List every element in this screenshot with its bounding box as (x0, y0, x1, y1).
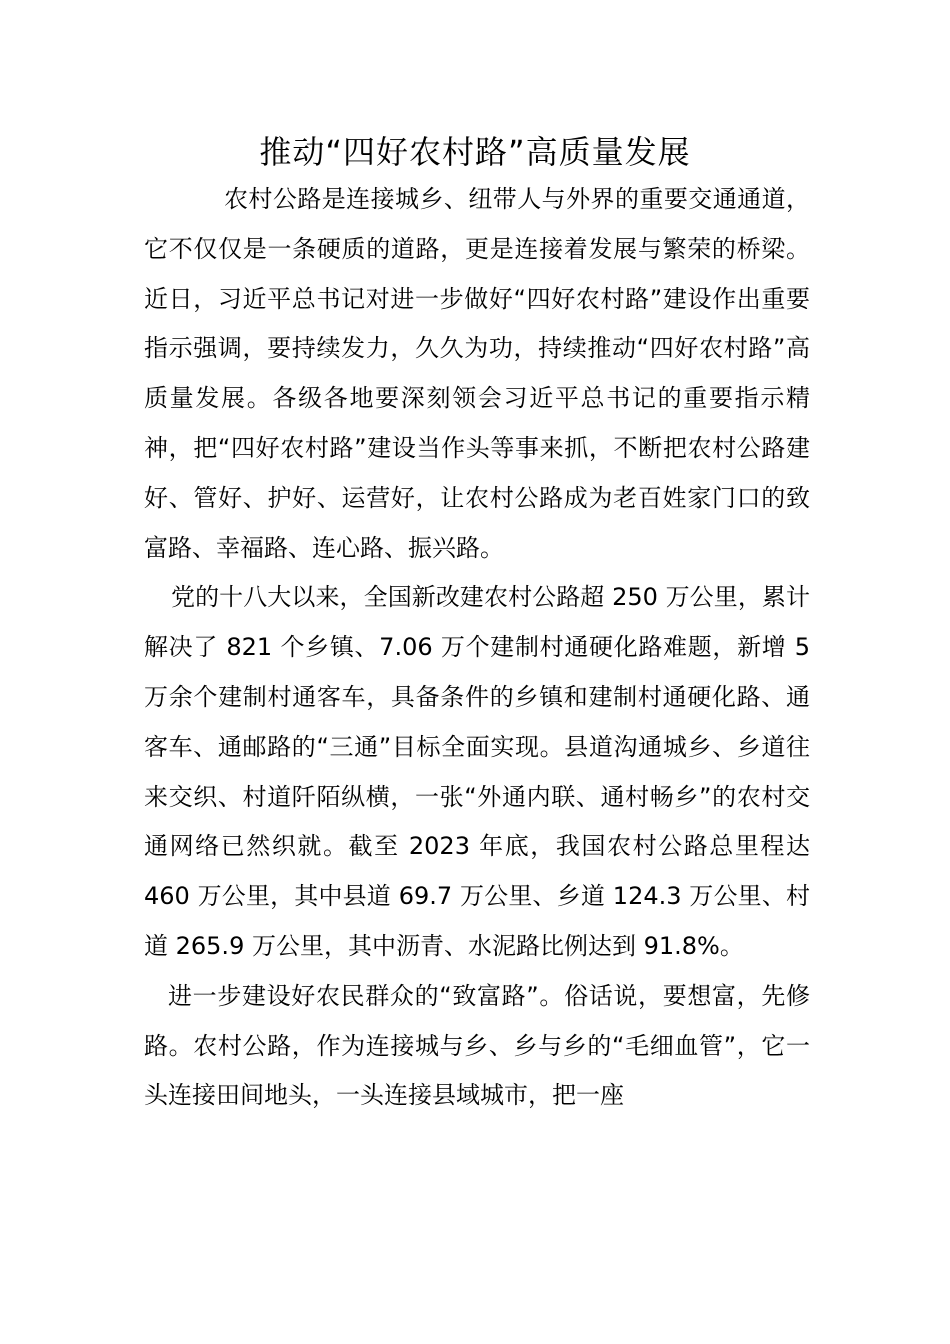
paragraph-statistics: 党的十八大以来，全国新改建农村公路超 250 万公里，累计解决了 821 个乡镇、7.06 万个建制村通硬化路难题，新增 5 万余个建制村通客车，具备条件的乡镇和建制村通硬化路、通客车、通邮路的“三通”目标全面实现。县道沟通城乡、乡道往来交织、村道阡陌纵横，一张“外通内联、通村畅乡”的农村交通网络已然织就。截至 2023 年底，我国农村公路总里程达 460 万公里，其中县道 69.7 万公里、乡道 124.3 万公里、村道 265.9 万公里，其中沥青、水泥路比例达到 91.8%。 (144, 583, 810, 960)
paragraph-prosperity-road: 进一步建设好农民群众的“致富路”。俗话说，要想富，先修路。农村公路，作为连接城与乡、乡与乡的“毛细血管”，它一头连接田间地头，一头连接县域城市，把一座 (144, 981, 810, 1110)
paragraph-intro: 农村公路是连接城乡、纽带人与外界的重要交通通道，它不仅仅是一条硬质的道路，更是连接着发展与繁荣的桥梁。近日，习近平总书记对进一步做好“四好农村路”建设作出重要指示强调，要持续发力，久久为功，持续推动“四好农村路”高质量发展。各级各地要深刻领会习近平总书记的重要指示精神，把“四好农村路”建设当作头等事来抓，不断把农村公路建好、管好、护好、运营好，让农村公路成为老百姓家门口的致富路、幸福路、连心路、振兴路。 (144, 185, 810, 562)
document-title: 推动“四好农村路”高质量发展 (259, 133, 691, 171)
document-body (144, 175, 810, 1121)
